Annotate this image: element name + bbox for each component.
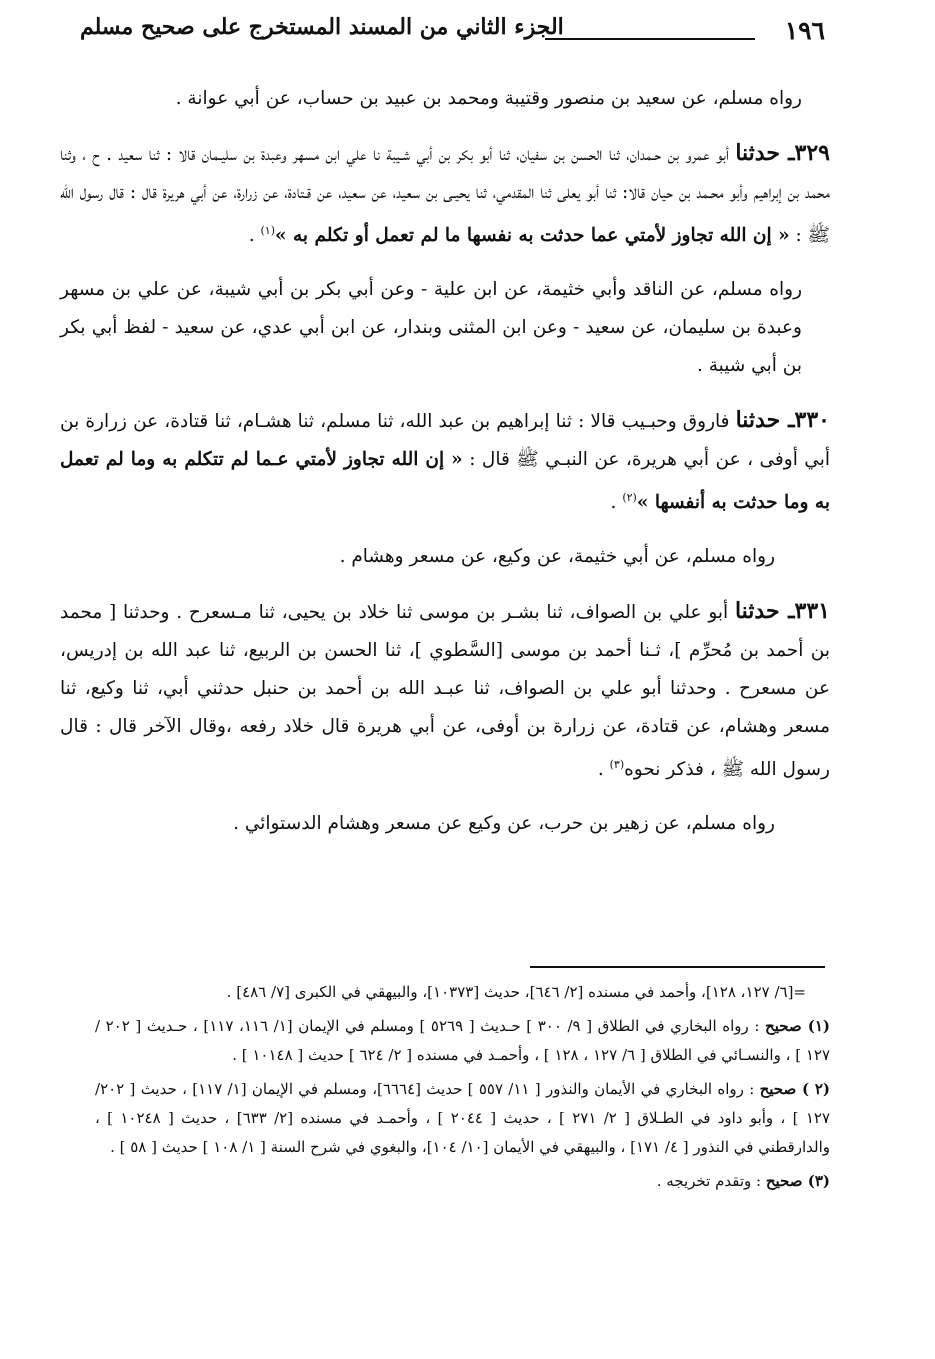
footnote-text: : رواه البخاري في الطلاق [ ٩/ ٣٠٠ ] حـديث [ ٥٢٦٩ ] ومسلم في الإيمان [١/ ١١٦، ١١٧] ، حـديث [ ٢٠٢ / ١٢٧ ] ، والنسـائي في الطلاق [ ٦/ ١٢٧ ، ١٢٨ ] ، وأحمـد في مسنده [ ٢/ ٦٢٤ ] حديث [ ١٠١٤٨ ] . (95, 1017, 830, 1064)
hadith-331 (60, 592, 830, 789)
hadith-number: ٣٣٠ـ حدثنا (735, 407, 830, 434)
hadith-quote: « إن الله تجاوز لأمتي عما حدثت به نفسها ما لم تعمل أو تكلم به » (275, 225, 790, 247)
hadith-number: ٣٢٩ـ حدثنا (735, 140, 830, 166)
footnote-text: : وتقدم تخريجه . (656, 1172, 766, 1190)
footnote-label: (١) صحيح (765, 1017, 830, 1035)
hadith-number: ٣٣١ـ حدثنا (734, 598, 830, 625)
hadith-330 (60, 401, 830, 522)
footnote-3 (95, 1167, 830, 1196)
footnote-label: (٢ ) صحيح (759, 1080, 831, 1098)
header-rule (545, 38, 755, 40)
narration-paragraph-3: رواه مسلم، عن أبي خثيمة، عن وكيع، عن مسعر وهشام . (339, 546, 775, 568)
hadith-quote: « إن الله تجاوز لأمتي عـما لم تتكلم به وما لم تعمل به وما حدثت به أنفسها » (60, 449, 830, 514)
footnote-text: : رواه البخاري في الأيمان والنذور [ ١١/ ٥٥٧ ] حديث [٦٦٦٤]، ومسلم في الإيمان [١/ ١١٧] ، حديث [ ٢٠٢/ ١٢٧ ] ، وأبو داود في الطـلاق [ ٢/ ٢٧١ ] ، حديث [ ٢٠٤٤ ] ، وأحمـد في مسنده [٢/ ٦٣٣] ، حديث [ ١٠٢٤٨ ] ، والدارقطني في النذور [ ٤/ ١٧١] ، والبيهقي في الأيمان [١٠/ ١٠٤]، والبغوي في شرح السنة [ ١/ ١٠٨ ] حديث [ ٥٨ ] . (95, 1080, 831, 1156)
footnote-1 (95, 1012, 830, 1070)
footnote-ref: (٢) (622, 491, 637, 505)
narration-paragraph-4: رواه مسلم، عن زهير بن حرب، عن وكيع عن مسعر وهشام الدستوائي . (233, 813, 775, 835)
footnote-label: (٣) صحيح (765, 1172, 830, 1190)
page-number: ١٩٦ (784, 16, 825, 45)
sentence-end: . (248, 225, 261, 247)
narration-paragraph-2: رواه مسلم، عن الناقد وأبي خثيمة، عن ابن علية - وعن أبي بكر بن أبي شيبة، عن علي بن مسهر وعبدة بن سليمان، عن سعيد - وعن ابن المثنى وبندار، عن ابن أبي عدي، عن سعيد - لفظ أبي بكر بن أبي شيبة . (60, 279, 802, 377)
page-header (80, 14, 825, 58)
footnote-rule (530, 966, 825, 968)
footnote-ref: (١) (260, 224, 276, 237)
isnad-text: فاروق وحبـيب قالا : ثنا إبراهيم بن عبد الله، ثنا مسلم، ثنا هشـام، ثنا قتادة، عن زرارة بن أبي أوفى ، عن أبي هريرة، عن النبـي ﷺ قال : (60, 411, 830, 471)
isnad-text: أبو علي بن الصواف، ثنا بشـر بن موسى ثنا خلاد بن يحيى، ثنا مـسعرح . وحدثنا [ محمد بن أحمد بن مُحرِّم ]، ثـنا أحمد بن موسى [السَّطوي ]، ثنا الحسن بن الربيع، ثنا عبد الله بن إدريس، عن مسعرح . وحدثنا أبو علي بن الصواف، ثنا عبـد الله بن أحمد بن حنبل حدثني أبي، ثنا وكيع، ثنا مسعر وهشام، عن قتادة، عن زرارة بن أوفى، عن أبي هريرة قال خلاد رفعه ،وقال الآخر قال : قال رسول الله ﷺ ، فذكر نحوه (60, 602, 830, 781)
footnote-2 (95, 1075, 830, 1162)
footnotes (95, 978, 830, 1201)
sentence-end: . (610, 492, 623, 514)
footnote-ref: (٣) (609, 758, 625, 772)
narration-paragraph-1: رواه مسلم، عن سعيد بن منصور وقتيبة ومحمد بن عبيد بن حساب، عن أبي عوانة . (175, 88, 802, 109)
main-text (60, 80, 830, 843)
running-title: الجزء الثاني من المسند المستخرج على صحيح مسلم (80, 14, 564, 40)
hadith-329 (60, 134, 830, 255)
sentence-end: . (597, 759, 610, 781)
isnad-text: أبو عمرو بن حـمدان، ثنا الحسن بن سفيان، ثنا أبو بكر بن أبي شـيبة نا علي ابن مسهر وعبدة بن سليـمان قالا : ثنا سعيد . ح ، وثنا محمد بن إبراهيم وأبو محـمد بن حيان قالا: ثنا أبو يعلى ثنا المقدمي، ثنا يحيـى بن سعيد، عن سعيد، عن قـتادة، عن زرارة، عن أبي هريرة قال : قال رسول الله ﷺ : (60, 144, 830, 247)
footnote-continuation: =[٦/ ١٢٧، ١٢٨]، وأحمد في مسنده [٢/ ٦٤٦]، حديث [١٠٣٧٣]، والبيهقي في الكبرى [٧/ ٤٨٦] . (226, 983, 806, 1001)
